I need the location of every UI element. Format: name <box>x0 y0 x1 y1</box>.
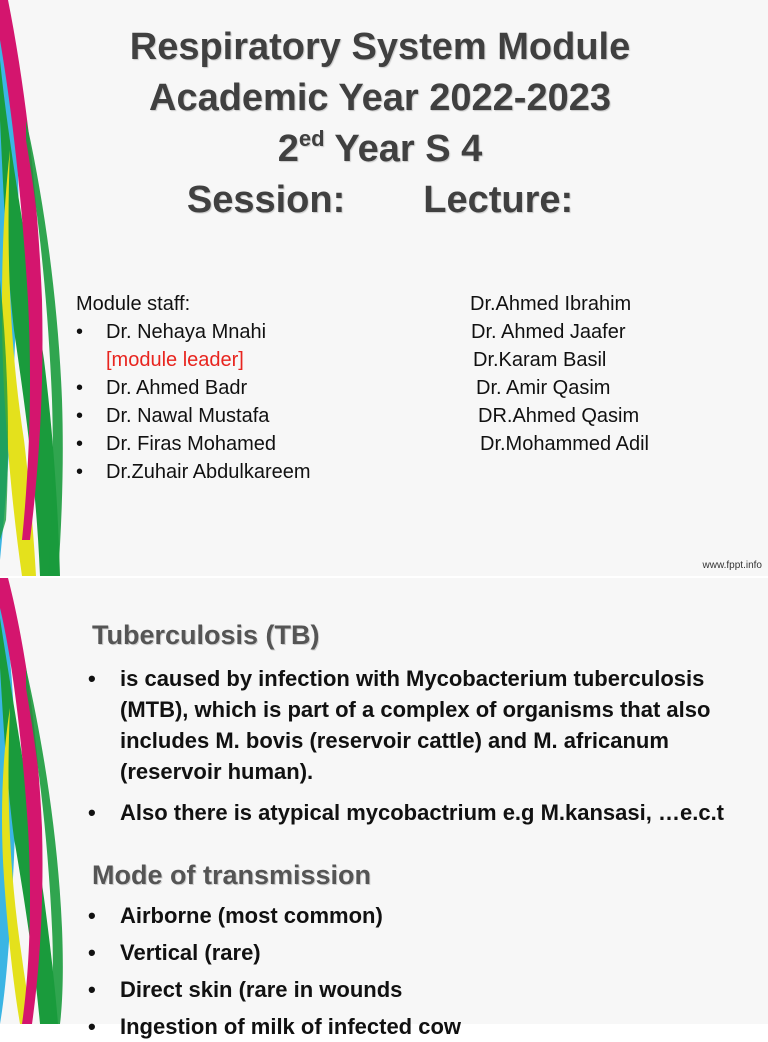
staff-item: DR.Ahmed Qasim <box>478 405 640 427</box>
list-item: • is caused by infection with Mycobacterium tuberculosis (MTB), which is part of a complex of organisms that also includes M. bovis (reservoir cattle) and M. africanum (reservoir human). <box>88 666 711 784</box>
ribbon-decoration <box>0 578 80 1024</box>
list-item: • Direct skin (rare in wounds <box>88 977 403 1002</box>
module-leader-note: [module leader] <box>106 349 244 371</box>
list-item: • Vertical (rare) <box>88 940 261 965</box>
list-item: • Ingestion of milk of infected cow <box>88 1014 462 1039</box>
staff-item: Dr.Ahmed Ibrahim <box>470 293 632 315</box>
staff-item: • Dr. Ahmed Badr <box>76 377 248 399</box>
left-staff-list <box>76 290 311 486</box>
list-item: • Airborne (most common) <box>88 903 383 928</box>
session-line <box>60 175 700 226</box>
footer-url: www.fppt.info <box>702 560 762 571</box>
transmission-bullet-list <box>88 900 760 1042</box>
heading-mode-of-transmission: Mode of transmission <box>92 860 372 890</box>
staff-item: Dr. Amir Qasim <box>476 377 611 399</box>
heading-tuberculosis: Tuberculosis (TB) <box>92 620 320 650</box>
title-line: Respiratory System Module <box>129 26 631 68</box>
session-label: Session: <box>186 179 346 221</box>
staff-item: • Dr. Nawal Mustafa <box>76 405 270 427</box>
title-line: Academic Year 2022-2023 <box>149 77 611 119</box>
staff-item: Dr.Karam Basil <box>473 349 607 371</box>
staff-item: Dr. Ahmed Jaafer <box>471 321 626 343</box>
list-item: • Also there is atypical mycobactrium e.g M.kansasi, …e.c.t <box>88 800 725 825</box>
year-line: $2^{ed}$ Year S 4 <box>277 126 483 170</box>
slide-title-block <box>60 22 700 226</box>
staff-heading: Module staff: <box>76 293 191 315</box>
right-staff-list <box>470 290 649 458</box>
tb-bullet-list <box>88 663 760 828</box>
staff-item: • Dr. Nehaya Mnahi <box>76 321 267 343</box>
staff-item: • Dr. Firas Mohamed <box>76 433 277 455</box>
staff-item: • Dr.Zuhair Abdulkareem <box>76 461 311 483</box>
lecture-label: Lecture: <box>423 179 574 221</box>
staff-item: Dr.Mohammed Adil <box>480 433 649 455</box>
slide-tuberculosis <box>0 578 768 1039</box>
